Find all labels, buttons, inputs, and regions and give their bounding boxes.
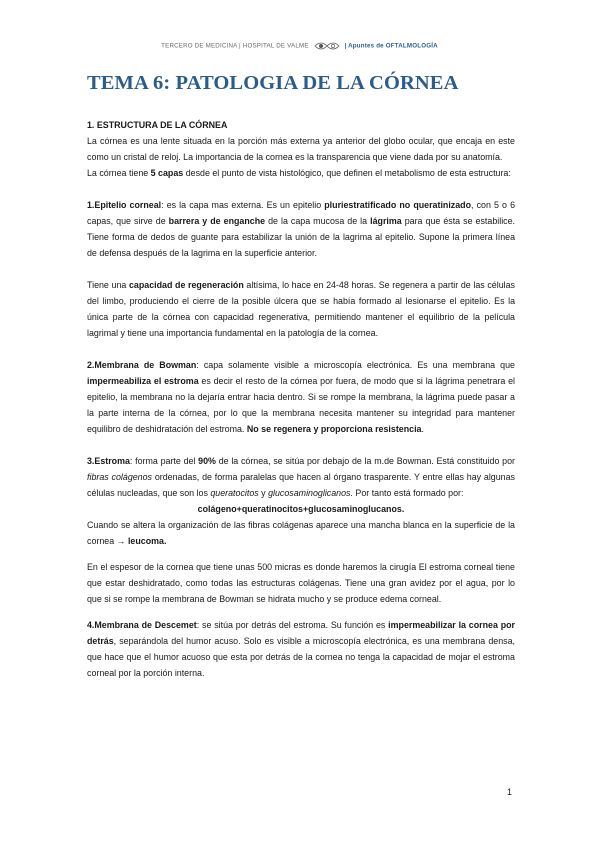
paragraph-descemet: 4.Membrana de Descemet: se sitúa por detrás del estroma. Su función es impermeabilizar la cornea por detrás, separándola del humor acuso. Solo es visible a microscopía electrónica, es una membrana densa, que hace que el humor acuoso que esta por detrás de la cornea no tenga la capacidad de mojar el estroma corneal por la porción interna.	[87, 620, 515, 678]
paragraph-cirugia: En el espesor de la cornea que tiene unas 500 micras es donde haremos la cirugía El estroma corneal tiene que estar deshidratado, como todas las estructuras colágenas. Tiene una gran avidez por el agua, por lo que si se rompe la membrana de Bowman se hidrata mucho y se produce edema corneal.	[87, 562, 515, 604]
spacer	[87, 181, 515, 197]
layer-label: 3.Estroma	[87, 456, 130, 466]
section-heading: 1. ESTRUCTURA DE LA CÓRNEA	[87, 120, 228, 130]
paragraph-leucoma: Cuando se altera la organización de las fibras colágenas aparece una mancha blanca en la superficie de la cornea → leucoma.	[87, 520, 515, 546]
running-header	[0, 40, 599, 52]
eye-logo-icon	[313, 40, 341, 52]
layer-label: 1.Epitelio corneal	[87, 200, 162, 210]
spacer	[87, 549, 515, 559]
layer-label: 4.Membrana de Descemet	[87, 620, 197, 630]
paragraph-estroma: 3.Estroma: forma parte del 90% de la córnea, se sitúa por debajo de la m.de Bowman. Está constituido por fibras colágenos ordenadas, de forma paralelas que hacen al órgano trasparente. Y entre ellas hay algunas células nucleadas, que son los queratocitos y glucosaminoglicanos. Por tanto está formado por:	[87, 456, 515, 498]
paragraph-intro: La córnea es una lente situada en la porción más externa ya anterior del globo ocular, que encaja en este como un cristal de reloj. La importancia de la cornea es la transparencia que viene dada por su anatomía.	[87, 136, 515, 162]
header-left-text: TERCERO DE MEDICINA | HOSPITAL DE VALME	[161, 42, 309, 50]
document-body	[87, 117, 515, 681]
spacer	[87, 437, 515, 453]
spacer	[87, 607, 515, 617]
paragraph-layers: La córnea tiene 5 capas desde el punto de vista histológico, que definen el metabolismo de esta estructura:	[87, 168, 511, 178]
paragraph-regeneracion: Tiene una capacidad de regeneración altísima, lo hace en 24-48 horas. Se regenera a partir de las células del limbo, produciendo el cierre de la posible úlcera que se había formado al lesionarse el epitelio. Es la única parte de la córnea con capacidad regenerativa, permitiendo mantener el equilibrio de la película lagrimal y tiene una importancia fundamental en la patología de la cornea.	[87, 280, 515, 338]
paragraph-epitelio: 1.Epitelio corneal: es la capa mas externa. Es un epitelio pluriestratificado no queratinizado, con 5 o 6 capas, que sirve de barrera y de enganche de la capa mucosa de la lágrima para que ésta se estabilice. Tiene forma de dedos de guante para estabilizar la unión de la lagrima al epitelio. Supone la primera línea de defensa después de la lagrima en la superficie anterior.	[87, 200, 516, 258]
page-number: 1	[507, 787, 513, 797]
page-title: TEMA 6: PATOLOGIA DE LA CÓRNEA	[87, 72, 459, 94]
composition-formula: colágeno+queratinocitos+glucosaminoglucanos.	[197, 504, 405, 514]
spacer	[87, 261, 515, 277]
header-right-text: | Apuntes de OFTALMOLOGÍA	[344, 42, 438, 50]
spacer	[87, 341, 515, 357]
paragraph-bowman: 2.Membrana de Bowman: capa solamente visible a microscopía electrónica. Es una membrana que impermeabiliza el estroma es decir el resto de la córnea por fuera, de modo que si la lágrima penetrara el epitelio, la membrana no la dejaría entrar hacia dentro. Si se rompe la membrana, la lágrima puede pasar a la parte interna de la córnea, por lo que la membrana necesita mantener su integridad para mantener equilibro de deshidratación del estroma. No se regenera y proporciona resistencia.	[87, 360, 515, 434]
layer-label: 2.Membrana de Bowman	[87, 360, 197, 370]
